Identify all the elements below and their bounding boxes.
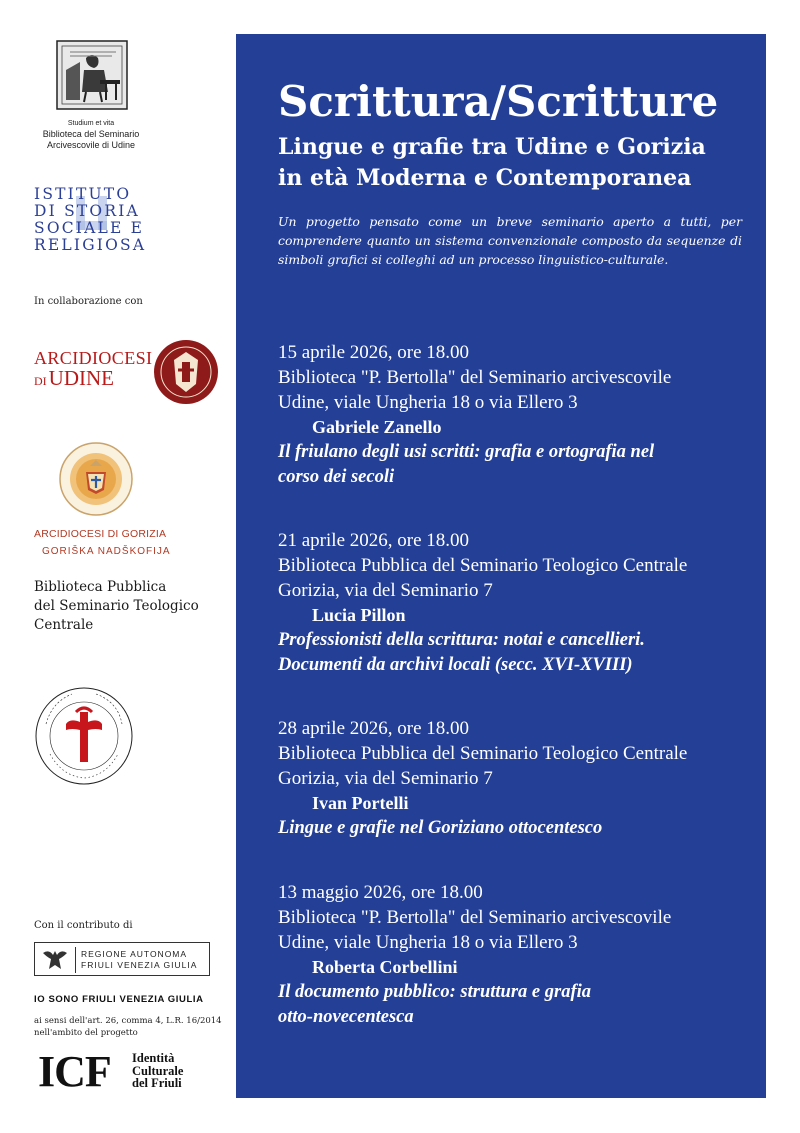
event-talk-line1: Professionisti della scrittura: notai e cancellieri. bbox=[278, 630, 645, 650]
event-address: Udine, viale Ungheria 18 o via Ellero 3 bbox=[278, 932, 578, 953]
arcidiocesi-udine-logo bbox=[34, 336, 224, 406]
pio-paschini-seal-icon bbox=[32, 684, 136, 788]
event-2 bbox=[278, 528, 758, 678]
contributo-label: Con il contributo di bbox=[34, 920, 133, 931]
regione-fvg-logo bbox=[34, 942, 210, 976]
main-panel bbox=[236, 34, 766, 1098]
icf-line2: Culturale bbox=[132, 1063, 184, 1078]
biblioteca-pubblica-line: Centrale bbox=[34, 617, 94, 633]
poster-title: Scrittura/Scritture bbox=[278, 77, 719, 126]
gorizia-seal-icon bbox=[58, 436, 134, 522]
event-talk-line2: otto-novecentesca bbox=[278, 1007, 414, 1027]
event-date: 15 aprile 2026, ore 18.00 bbox=[278, 342, 470, 363]
event-address: Gorizia, via del Seminario 7 bbox=[278, 580, 493, 601]
arcidiocesi-gorizia-line2: GORIŠKA NADŠKOFIJA bbox=[42, 546, 171, 557]
regione-line2: FRIULI VENEZIA GIULIA bbox=[81, 959, 198, 970]
event-talk-line1: Il documento pubblico: struttura e grafia bbox=[278, 982, 591, 1002]
subtitle-line2: in età Moderna e Contemporanea bbox=[278, 165, 692, 191]
regione-text bbox=[81, 949, 197, 970]
legal-line2: nell'ambito del progetto bbox=[34, 1028, 138, 1038]
event-talk-line2: Documenti da archivi locali (secc. XVI-XVIII) bbox=[278, 655, 633, 675]
event-venue: Biblioteca Pubblica del Seminario Teologico Centrale bbox=[278, 743, 688, 764]
event-speaker: Roberta Corbellini bbox=[312, 957, 458, 977]
issr-line: SOCIALE E bbox=[34, 219, 145, 237]
icf-acronym: ICF bbox=[38, 1047, 111, 1096]
legal-note bbox=[34, 1015, 222, 1039]
event-date: 28 aprile 2026, ore 18.00 bbox=[278, 718, 470, 739]
udine-seal-icon bbox=[152, 338, 220, 406]
seminario-engraving-logo bbox=[56, 40, 128, 110]
arcidiocesi-udine-line2 bbox=[34, 366, 114, 391]
event-4 bbox=[278, 880, 758, 1030]
issr-text bbox=[34, 186, 146, 254]
regione-divider bbox=[75, 947, 76, 973]
biblioteca-pubblica-line: Biblioteca Pubblica bbox=[34, 579, 167, 595]
event-address: Gorizia, via del Seminario 7 bbox=[278, 768, 493, 789]
seminario-motto: Studium et vita bbox=[67, 120, 115, 127]
icf-line3: del Friuli bbox=[132, 1076, 182, 1090]
event-speaker: Lucia Pillon bbox=[312, 605, 406, 625]
event-talk-line1: Lingue e grafie nel Goriziano ottocentesco bbox=[278, 818, 603, 838]
event-3 bbox=[278, 716, 758, 841]
event-venue: Biblioteca "P. Bertolla" del Seminario arcivescovile bbox=[278, 367, 672, 388]
arcidiocesi-gorizia-line1: ARCIDIOCESI DI GORIZIA bbox=[34, 528, 167, 540]
event-date: 21 aprile 2026, ore 18.00 bbox=[278, 530, 470, 551]
subtitle-line1: Lingue e grafie tra Udine e Gorizia bbox=[278, 134, 706, 160]
event-venue: Biblioteca "P. Bertolla" del Seminario arcivescovile bbox=[278, 907, 672, 928]
icf-name bbox=[132, 1052, 183, 1090]
event-venue: Biblioteca Pubblica del Seminario Teologico Centrale bbox=[278, 555, 688, 576]
arcidiocesi-udine-city: UDINE bbox=[48, 366, 114, 390]
event-speaker: Ivan Portelli bbox=[312, 793, 409, 813]
legal-line1: ai sensi dell'art. 26, comma 4, L.R. 16/2014 bbox=[34, 1016, 222, 1026]
intro-paragraph: Un progetto pensato come un breve seminario aperto a tutti, per comprendere quanto un sistema convenzionale composto da sequenze di simboli grafici si colleghi ad un processo linguistico-culturale. bbox=[278, 214, 742, 267]
seminario-name-line2: Arcivescovile di Udine bbox=[46, 140, 136, 150]
regione-line1: REGIONE AUTONOMA bbox=[81, 949, 188, 959]
fvg-slogan: IO SONO FRIULI VENEZIA GIULIA bbox=[34, 994, 204, 1005]
issr-logo bbox=[34, 186, 154, 266]
icf-line1: Identità bbox=[132, 1051, 175, 1065]
event-speaker: Gabriele Zanello bbox=[312, 417, 442, 437]
issr-line: ISTITUTO bbox=[34, 185, 132, 203]
issr-line: DI STORIA bbox=[34, 202, 140, 220]
event-talk-line2: corso dei secoli bbox=[278, 467, 395, 487]
regione-eagle-icon bbox=[41, 947, 69, 973]
poster-subtitle bbox=[278, 132, 706, 194]
biblioteca-pubblica-block bbox=[34, 578, 214, 635]
sidebar bbox=[0, 0, 236, 1133]
event-1 bbox=[278, 340, 758, 490]
arcidiocesi-udine-line1: ARCIDIOCESI bbox=[34, 348, 153, 368]
biblioteca-pubblica-line: del Seminario Teologico bbox=[34, 598, 199, 614]
seminario-name-line1: Biblioteca del Seminario bbox=[42, 129, 140, 139]
issr-line: RELIGIOSA bbox=[34, 236, 147, 254]
icf-logo bbox=[38, 1047, 218, 1096]
event-address: Udine, viale Ungheria 18 o via Ellero 3 bbox=[278, 392, 578, 413]
event-talk-line1: Il friulano degli usi scritti: grafia e ortografia nel bbox=[278, 442, 655, 462]
event-date: 13 maggio 2026, ore 18.00 bbox=[278, 882, 483, 903]
arcidiocesi-udine-di: DI bbox=[34, 374, 47, 388]
collaboration-label: In collaborazione con bbox=[34, 296, 143, 307]
seminario-caption bbox=[20, 118, 162, 151]
